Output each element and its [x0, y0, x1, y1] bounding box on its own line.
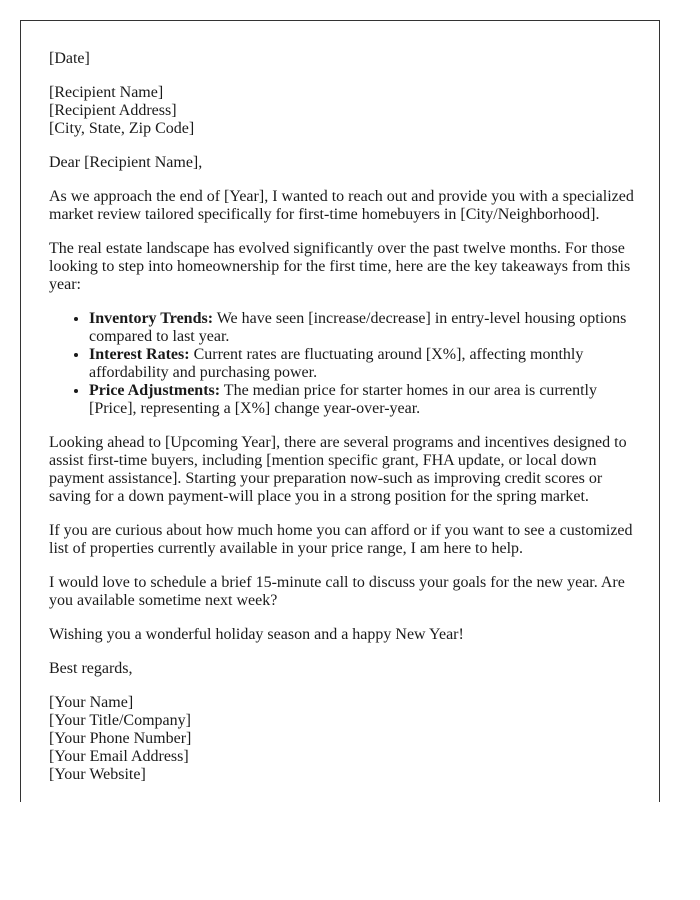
takeaway-text: We have seen [increase/decrease] in entry-level housing options compared to last year. [89, 310, 627, 345]
signature-website: [Your Website] [49, 766, 146, 783]
takeaway-label: Inventory Trends: [89, 310, 214, 327]
signature-block [49, 694, 639, 784]
takeaway-item-interest-rates [89, 346, 639, 382]
recipient-name: [Recipient Name] [49, 84, 164, 101]
wishes-paragraph: Wishing you a wonderful holiday season and a happy New Year! [49, 626, 464, 643]
recipient-city-state-zip: [City, State, Zip Code] [49, 120, 195, 137]
signature-title-company: [Your Title/Company] [49, 712, 191, 729]
takeaway-label: Price Adjustments: [89, 382, 221, 399]
call-paragraph: I would love to schedule a brief 15-minute call to discuss your goals for the new year. Are you available sometime next week? [49, 574, 625, 609]
letter-document [20, 20, 660, 802]
landscape-paragraph: The real estate landscape has evolved significantly over the past twelve months. For those looking to step into homeownership for the first time, here are the key takeaways from this year: [49, 240, 631, 293]
closing: Best regards, [49, 660, 133, 677]
recipient-block [49, 84, 639, 138]
recipient-address: [Recipient Address] [49, 102, 177, 119]
takeaway-text: Current rates are fluctuating around [X%], affecting monthly affordability and purchasing power. [89, 346, 584, 381]
takeaway-item-price-adjustments [89, 382, 639, 418]
takeaway-item-inventory [89, 310, 639, 346]
signature-email: [Your Email Address] [49, 748, 189, 765]
letter-date: [Date] [49, 50, 90, 67]
signature-phone: [Your Phone Number] [49, 730, 192, 747]
takeaway-text: The median price for starter homes in our area is currently [Price], representing a [X%] change year-over-year. [89, 382, 597, 417]
takeaway-label: Interest Rates: [89, 346, 190, 363]
help-paragraph: If you are curious about how much home you can afford or if you want to see a customized list of properties currently available in your price range, I am here to help. [49, 522, 633, 557]
takeaways-list [49, 310, 639, 418]
signature-name: [Your Name] [49, 694, 134, 711]
salutation: Dear [Recipient Name], [49, 154, 203, 171]
outlook-paragraph: Looking ahead to [Upcoming Year], there are several programs and incentives designed to assist first-time buyers, including [mention specific grant, FHA update, or local down payment assistance]. Starting your preparation now-such as improving credit scores or saving for a down payment-will place you in a strong position for the spring market. [49, 434, 627, 505]
intro-paragraph: As we approach the end of [Year], I wanted to reach out and provide you with a specialized market review tailored specifically for first-time homebuyers in [City/Neighborhood]. [49, 188, 634, 223]
